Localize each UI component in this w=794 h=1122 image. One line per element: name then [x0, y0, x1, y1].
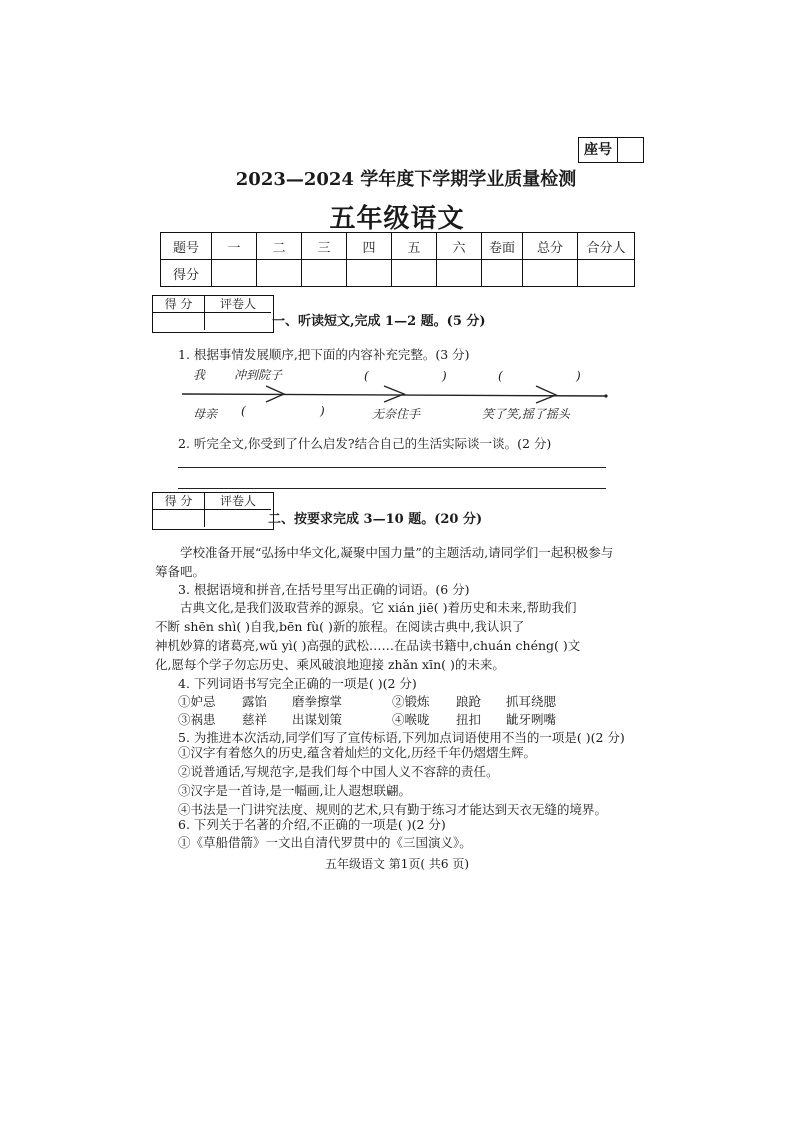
passage-line: 神机妙算的诸葛亮,wǔ yì( )高强的武松……在品读书籍中,chuán chéng( )文 — [155, 638, 581, 653]
subject-title: 五年级语文 — [329, 204, 465, 234]
score-table — [160, 232, 635, 287]
question-4-options — [178, 692, 598, 728]
option-word: ③祸患 — [178, 712, 216, 727]
score-cell[interactable] — [302, 260, 347, 287]
score-header-cell: 卷面 — [482, 233, 523, 260]
score-header-cell: 六 — [437, 233, 482, 260]
score-cell[interactable] — [347, 260, 392, 287]
passage-line: 化,愿每个学子勿忘历史、乘风破浪地迎接 zhǎn xīn( )的未来。 — [155, 657, 505, 672]
grader-score-blank[interactable] — [153, 313, 205, 330]
grader-score-label: 得 分 — [153, 296, 205, 313]
seat-number-blank[interactable] — [618, 138, 643, 162]
exam-title: 2023—2024 学年度下学期学业质量检测 — [235, 169, 577, 190]
option-word: 出谋划策 — [292, 712, 343, 727]
grader-score-blank[interactable] — [153, 510, 205, 527]
grader-name-blank[interactable] — [205, 313, 271, 330]
score-header-cell: 题号 — [161, 233, 212, 260]
score-header-cell: 五 — [392, 233, 437, 260]
seat-number-label: 座号 — [579, 138, 618, 162]
timeline-top-blank-close: ) — [442, 369, 447, 383]
passage-line: 不断 shēn shì( )自我,bēn fù( )新的旅程。在阅读古典中,我认识了 — [155, 619, 525, 634]
score-header-cell: 二 — [257, 233, 302, 260]
score-header-cell: 合分人 — [578, 233, 635, 260]
section2-intro: 筹备吧。 — [155, 564, 206, 579]
score-cell[interactable] — [392, 260, 437, 287]
timeline-bottom-blank-close: ) — [320, 404, 325, 418]
question-2: 2. 听完全文,你受到了什么启发?结合自己的生活实际谈一谈。(2 分) — [178, 436, 552, 451]
grader-name-label: 评卷人 — [205, 296, 271, 313]
score-cell[interactable] — [578, 260, 635, 287]
question-4: 4. 下列词语书写完全正确的一项是( )(2 分) — [178, 676, 417, 691]
score-cell[interactable] — [437, 260, 482, 287]
option-sentence: ②说普通话,写规范字,是我们每个中国人义不容辞的责任。 — [178, 764, 499, 779]
option-row — [178, 710, 598, 728]
score-table-score-row — [161, 260, 635, 287]
timeline-top-blank-close: ) — [576, 369, 581, 383]
timeline-top-label: 我 — [193, 368, 206, 382]
score-cell[interactable] — [482, 260, 523, 287]
timeline-bottom-blank-open: ( — [241, 404, 246, 418]
section2-intro: 学校准备开展“弘扬中华文化,凝聚中国力量”的主题活动,请同学们一起积极参与 — [180, 545, 614, 560]
score-cell[interactable] — [523, 260, 578, 287]
option-word: 扭扣 — [456, 712, 482, 727]
option-word: 龇牙咧嘴 — [506, 712, 557, 727]
answer-line[interactable] — [178, 488, 606, 489]
score-header-cell: 三 — [302, 233, 347, 260]
option-word: ②锻炼 — [392, 694, 430, 709]
page-footer: 五年级语文 第1页( 共6 页) — [324, 857, 470, 871]
question-5-options — [178, 743, 638, 819]
timeline-top-blank-open: ( — [364, 369, 369, 383]
score-header-cell: 四 — [347, 233, 392, 260]
option-word: 踉跄 — [456, 694, 482, 709]
score-cell[interactable] — [212, 260, 257, 287]
question-3: 3. 根据语境和拼音,在括号里写出正确的词语。(6 分) — [178, 582, 470, 597]
section2-title: 二、按要求完成 3—10 题。(20 分) — [268, 512, 483, 527]
score-cell[interactable] — [257, 260, 302, 287]
passage-line: 古典文化,是我们汲取营养的源泉。它 xián jiē( )着历史和未来,帮助我们 — [180, 600, 577, 615]
score-header-cell: 一 — [212, 233, 257, 260]
option-sentence: ④书法是一门讲究法度、规则的艺术,只有勤于练习才能达到天衣无缝的境界。 — [178, 802, 607, 817]
option-word: ①妒忌 — [178, 694, 216, 709]
timeline-top-label: 冲到院子 — [234, 368, 283, 382]
question-5: 5. 为推进本次活动,同学们写了宣传标语,下列加点词语使用不当的一项是( )(2 分) — [178, 730, 625, 745]
option-word: 磨拳擦掌 — [292, 694, 343, 709]
section2-grader-box — [152, 492, 274, 530]
option-word: 露馅 — [242, 694, 268, 709]
timeline-bottom-label: 母亲 — [193, 407, 218, 421]
question-3-passage — [155, 598, 635, 674]
timeline-arrow — [180, 382, 610, 406]
question-6: 6. 下列关于名著的介绍,不正确的一项是( )(2 分) — [178, 817, 446, 832]
section1-title: 一、听读短文,完成 1—2 题。(5 分) — [272, 314, 486, 329]
section1-grader-box — [152, 295, 274, 333]
option-word: ④喉咙 — [392, 712, 430, 727]
option-sentence: ①汉字有着悠久的历史,蕴含着灿烂的文化,历经千年仍熠熠生辉。 — [178, 745, 536, 760]
score-header-cell: 总分 — [523, 233, 578, 260]
score-table-header-row — [161, 233, 635, 260]
score-row-label: 得分 — [161, 260, 212, 287]
timeline-top-blank-open: ( — [498, 369, 503, 383]
seat-number-box — [578, 137, 644, 163]
question-1: 1. 根据事情发展顺序,把下面的内容补充完整。(3 分) — [178, 347, 470, 362]
timeline-bottom-label: 笑了笑,摇了摇头 — [482, 407, 570, 421]
grader-name-blank[interactable] — [205, 510, 271, 527]
grader-score-label: 得 分 — [153, 493, 205, 510]
option-word: 慈祥 — [242, 712, 268, 727]
grader-name-label: 评卷人 — [205, 493, 271, 510]
option-sentence: ①《草船借箭》一文出自清代罗贯中的《三国演义》。 — [178, 835, 472, 850]
option-row — [178, 692, 598, 710]
timeline-bottom-label: 无奈住手 — [372, 407, 421, 421]
answer-line[interactable] — [178, 467, 606, 468]
option-word: 抓耳绕腮 — [506, 694, 557, 709]
option-sentence: ③汉字是一首诗,是一幅画,让人遐想联翩。 — [178, 783, 411, 798]
